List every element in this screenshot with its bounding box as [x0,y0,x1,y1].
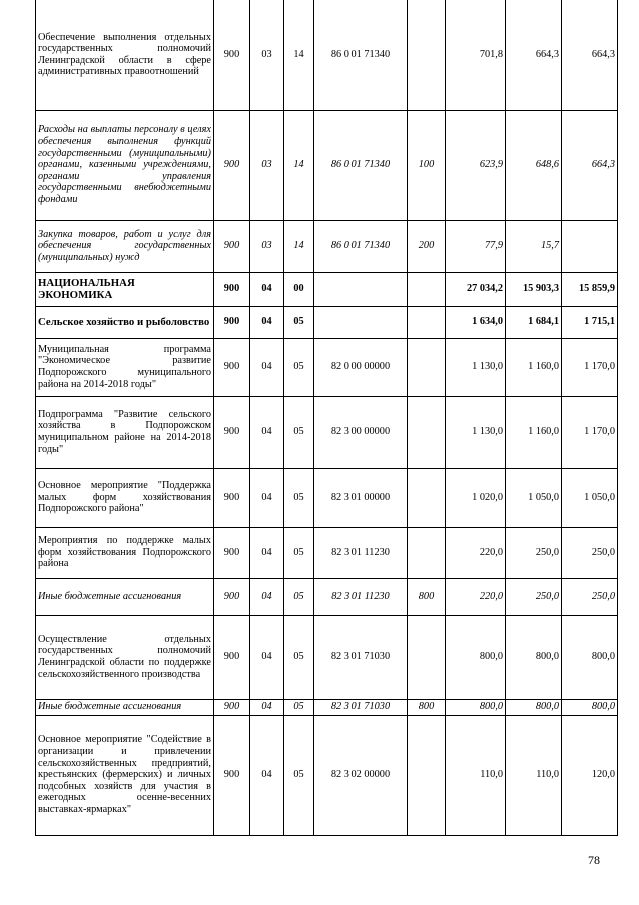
ved-code: 900 [214,615,250,699]
table-row [36,699,618,715]
amount-year-2: 250,0 [506,527,562,578]
amount-year-1: 77,9 [446,220,506,272]
ved-code: 900 [214,272,250,306]
amount-year-1: 701,8 [446,0,506,110]
amount-year-1: 220,0 [446,578,506,615]
amount-year-1: 1 130,0 [446,396,506,468]
amount-year-3: 664,3 [562,0,618,110]
amount-year-1: 220,0 [446,527,506,578]
amount-year-2: 110,0 [506,715,562,835]
subsection-code: 05 [284,527,314,578]
section-code: 04 [250,338,284,396]
section-code: 04 [250,715,284,835]
expense-type-code [408,527,446,578]
amount-year-3: 15 859,9 [562,272,618,306]
amount-year-3: 1 170,0 [562,396,618,468]
amount-year-2: 1 050,0 [506,468,562,527]
section-code: 03 [250,0,284,110]
ved-code: 900 [214,527,250,578]
budget-table [35,0,618,836]
row-name: Муниципальная программа "Экономическое развитие Подпорожского муниципального района на 2014-2018 годы" [36,338,214,396]
amount-year-1: 27 034,2 [446,272,506,306]
row-name: Иные бюджетные ассигнования [36,578,214,615]
amount-year-2: 1 160,0 [506,338,562,396]
amount-year-3: 800,0 [562,615,618,699]
row-name: Обеспечение выполнения отдельных государственных полномочий Ленинградской области в сфере административных правоотношений [36,0,214,110]
ved-code: 900 [214,306,250,338]
subsection-code: 14 [284,220,314,272]
amount-year-2: 664,3 [506,0,562,110]
amount-year-1: 110,0 [446,715,506,835]
expense-type-code [408,468,446,527]
amount-year-1: 1 020,0 [446,468,506,527]
amount-year-2: 15 903,3 [506,272,562,306]
target-article-code: 82 3 01 11230 [314,578,408,615]
row-name: Закупка товаров, работ и услуг для обеспечения государственных (муниципальных) нужд [36,220,214,272]
section-code: 04 [250,468,284,527]
expense-type-code [408,0,446,110]
subsection-code: 14 [284,110,314,220]
expense-type-code: 800 [408,578,446,615]
amount-year-3: 664,3 [562,110,618,220]
table-row [36,468,618,527]
row-name: Иные бюджетные ассигнования [36,699,214,715]
expense-type-code [408,715,446,835]
target-article-code: 82 3 01 71030 [314,699,408,715]
ved-code: 900 [214,110,250,220]
expense-type-code [408,396,446,468]
table-row [36,396,618,468]
table-row [36,110,618,220]
amount-year-1: 1 130,0 [446,338,506,396]
amount-year-2: 1 160,0 [506,396,562,468]
ved-code: 900 [214,468,250,527]
section-code: 04 [250,615,284,699]
target-article-code [314,272,408,306]
subsection-code: 05 [284,338,314,396]
ved-code: 900 [214,578,250,615]
table-row [36,578,618,615]
section-code: 03 [250,110,284,220]
expense-type-code: 100 [408,110,446,220]
amount-year-3: 1 715,1 [562,306,618,338]
expense-type-code: 800 [408,699,446,715]
subsection-code: 05 [284,468,314,527]
subsection-code: 05 [284,578,314,615]
expense-type-code [408,272,446,306]
amount-year-1: 1 634,0 [446,306,506,338]
target-article-code: 82 3 01 71030 [314,615,408,699]
subsection-code: 05 [284,615,314,699]
table-row [36,715,618,835]
row-name: Основное мероприятие "Поддержка малых форм хозяйствования Подпорожского района" [36,468,214,527]
row-name: Осуществление отдельных государственных полномочий Ленинградской области по поддержке сельскохозяйственного производства [36,615,214,699]
section-code: 04 [250,699,284,715]
amount-year-2: 800,0 [506,615,562,699]
target-article-code [314,306,408,338]
subsection-code: 05 [284,715,314,835]
expense-type-code [408,338,446,396]
section-code: 04 [250,527,284,578]
ved-code: 900 [214,715,250,835]
amount-year-3: 250,0 [562,527,618,578]
amount-year-3 [562,220,618,272]
expense-type-code: 200 [408,220,446,272]
expense-type-code [408,615,446,699]
table-row [36,272,618,306]
table-row [36,338,618,396]
amount-year-3: 800,0 [562,699,618,715]
target-article-code: 86 0 01 71340 [314,220,408,272]
row-name: Подпрограмма "Развитие сельского хозяйства в Подпорожском муниципальном районе на 2014-2018 годы" [36,396,214,468]
subsection-code: 05 [284,396,314,468]
row-name: Мероприятия по поддержке малых форм хозяйствования Подпорожского района [36,527,214,578]
amount-year-2: 648,6 [506,110,562,220]
amount-year-1: 623,9 [446,110,506,220]
row-name: НАЦИОНАЛЬНАЯ ЭКОНОМИКА [36,272,214,306]
page-number: 78 [588,853,600,867]
amount-year-3: 1 170,0 [562,338,618,396]
table-row [36,306,618,338]
amount-year-2: 800,0 [506,699,562,715]
table-row [36,615,618,699]
ved-code: 900 [214,0,250,110]
subsection-code: 05 [284,306,314,338]
target-article-code: 82 3 01 11230 [314,527,408,578]
section-code: 04 [250,396,284,468]
section-code: 03 [250,220,284,272]
subsection-code: 00 [284,272,314,306]
target-article-code: 82 0 00 00000 [314,338,408,396]
amount-year-3: 120,0 [562,715,618,835]
ved-code: 900 [214,338,250,396]
table-row [36,527,618,578]
row-name: Сельское хозяйство и рыболовство [36,306,214,338]
ved-code: 900 [214,396,250,468]
amount-year-3: 1 050,0 [562,468,618,527]
subsection-code: 05 [284,699,314,715]
subsection-code: 14 [284,0,314,110]
amount-year-2: 250,0 [506,578,562,615]
ved-code: 900 [214,699,250,715]
amount-year-1: 800,0 [446,699,506,715]
target-article-code: 86 0 01 71340 [314,110,408,220]
section-code: 04 [250,306,284,338]
target-article-code: 82 3 00 00000 [314,396,408,468]
amount-year-2: 1 684,1 [506,306,562,338]
section-code: 04 [250,272,284,306]
ved-code: 900 [214,220,250,272]
amount-year-3: 250,0 [562,578,618,615]
amount-year-1: 800,0 [446,615,506,699]
table-row [36,220,618,272]
target-article-code: 82 3 02 00000 [314,715,408,835]
row-name: Расходы на выплаты персоналу в целях обеспечения выполнения функций государственными (муниципальными) органами, казенными учреждениями, органами управления государственными внебюджетными фондами [36,110,214,220]
amount-year-2: 15,7 [506,220,562,272]
row-name: Основное мероприятие "Содействие в организации и привлечении сельскохозяйственных предприятий, крестьянских (фермерских) и личных подсобных хозяйств для участия в ежегодных осенне-весенних выставках-ярмарках" [36,715,214,835]
target-article-code: 86 0 01 71340 [314,0,408,110]
table-row [36,0,618,110]
target-article-code: 82 3 01 00000 [314,468,408,527]
expense-type-code [408,306,446,338]
section-code: 04 [250,578,284,615]
